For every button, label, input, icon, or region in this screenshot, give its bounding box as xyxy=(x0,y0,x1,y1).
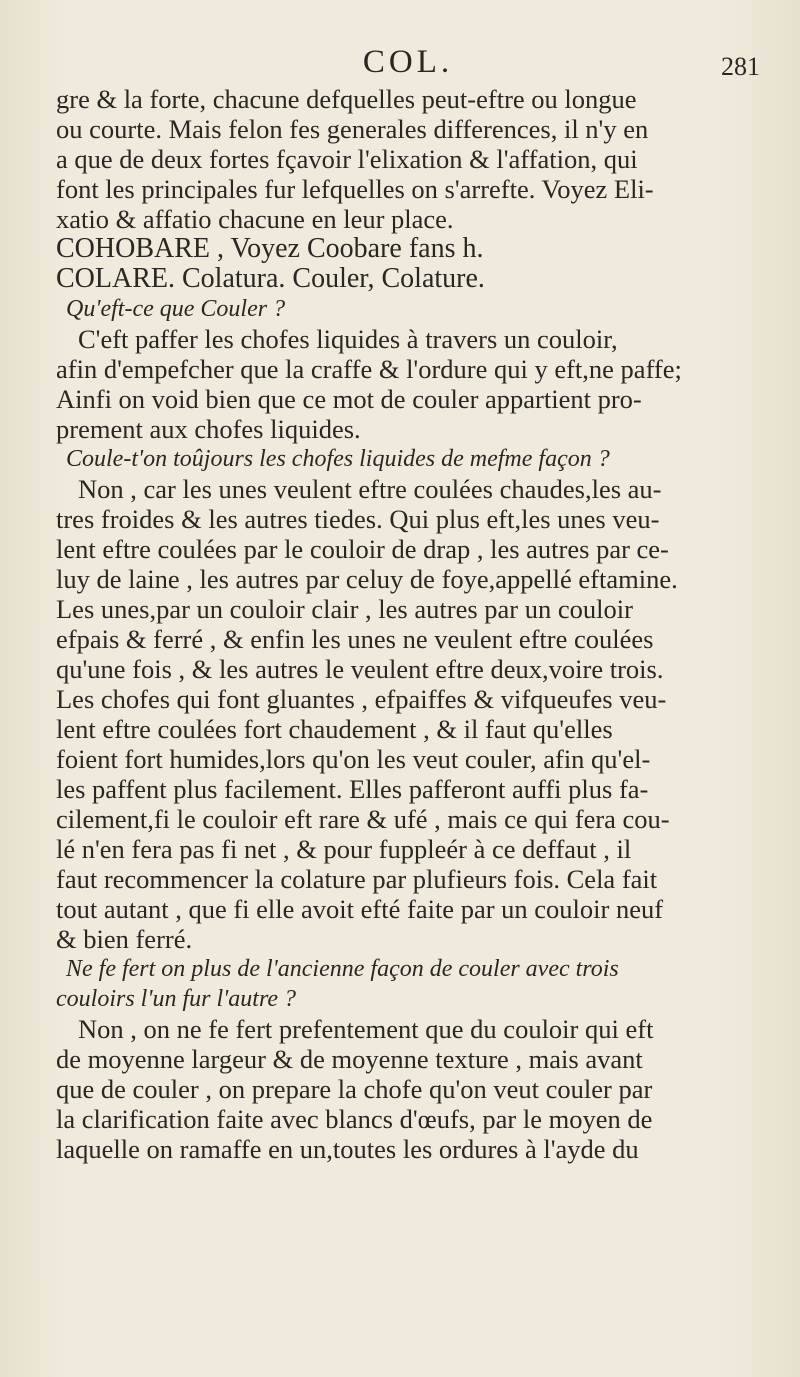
question-couler: Qu'eft-ce que Couler ? xyxy=(66,296,286,322)
text-line: a que de deux fortes fçavoir l'elixation & l'affation, qui xyxy=(56,144,638,174)
answer-facon xyxy=(56,474,760,954)
text-line: de moyenne largeur & de moyenne texture , mais avant xyxy=(56,1044,643,1074)
text-line: gre & la forte, chacune defquelles peut-eftre ou longue xyxy=(56,84,637,114)
text-line: Non , on ne fe fert prefentement que du couloir qui eft xyxy=(78,1014,654,1044)
text-line: tres froides & les autres tiedes. Qui plus eft,les unes veu- xyxy=(56,504,660,534)
text-line: & bien ferré. xyxy=(56,924,193,954)
text-line: afin d'empefcher que la craffe & l'ordure qui y eft,ne paffe; xyxy=(56,354,682,384)
text-line: foient fort humides,lors qu'on les veut couler, afin qu'el- xyxy=(56,744,651,774)
question-ancienne-facon xyxy=(56,954,760,1014)
text-line: faut recommencer la colature par plufieurs fois. Cela fait xyxy=(56,864,658,894)
page-text xyxy=(56,84,760,1164)
text-line: xatio & affatio chacune en leur place. xyxy=(56,204,454,234)
text-line: lent eftre coulées fort chaudement , & il faut qu'elles xyxy=(56,714,613,744)
page-header xyxy=(56,44,760,84)
text-line: Non , car les unes veulent eftre coulées chaudes,les au- xyxy=(78,474,662,504)
text-line: Ne fe fert on plus de l'ancienne façon de couler avec trois xyxy=(66,956,619,982)
text-line: Les unes,par un couloir clair , les autres par un couloir xyxy=(56,594,633,624)
text-line: la clarification faite avec blancs d'œufs, par le moyen de xyxy=(56,1104,653,1134)
entry-colare: COLARE. Colatura. Couler, Colature. xyxy=(56,263,485,294)
text-line: ou courte. Mais felon fes generales differences, il n'y en xyxy=(56,114,649,144)
running-head: COL. xyxy=(362,44,454,80)
paragraph-continuation xyxy=(56,84,760,234)
text-line: prement aux chofes liquides. xyxy=(56,414,361,444)
text-line: lent eftre coulées par le couloir de drap , les autres par ce- xyxy=(56,534,669,564)
text-line: efpais & ferré , & enfin les unes ne veulent eftre coulées xyxy=(56,624,654,654)
text-line: luy de laine , les autres par celuy de foye,appellé eftamine. xyxy=(56,564,678,594)
entry-cohobare: COHOBARE , Voyez Coobare fans h. xyxy=(56,233,484,264)
text-line: couloirs l'un fur l'autre ? xyxy=(56,986,297,1012)
answer-ancienne-facon xyxy=(56,1014,760,1164)
text-line: laquelle on ramaffe en un,toutes les ordures à l'ayde du xyxy=(56,1134,639,1164)
text-line: C'eft paffer les chofes liquides à travers un couloir, xyxy=(78,324,618,354)
text-line: que de couler , on prepare la chofe qu'on veut couler par xyxy=(56,1074,653,1104)
page-number: 281 xyxy=(721,52,760,81)
text-line: tout autant , que fi elle avoit efté faite par un couloir neuf xyxy=(56,894,664,924)
text-line: font les principales fur lefquelles on s'arrefte. Voyez Eli- xyxy=(56,174,654,204)
text-line: Les chofes qui font gluantes , efpaiffes & vifqueufes veu- xyxy=(56,684,667,714)
question-facon: Coule-t'on toûjours les chofes liquides de mefme façon ? xyxy=(66,446,610,472)
text-line: cilement,fi le couloir eft rare & ufé , mais ce qui fera cou- xyxy=(56,804,670,834)
text-line: Ainfi on void bien que ce mot de couler appartient pro- xyxy=(56,384,642,414)
text-line: lé n'en fera pas fi net , & pour fuppleér à ce deffaut , il xyxy=(56,834,632,864)
text-line: qu'une fois , & les autres le veulent eftre deux,voire trois. xyxy=(56,654,664,684)
text-line: les paffent plus facilement. Elles pafferont auffi plus fa- xyxy=(56,774,649,804)
answer-couler xyxy=(56,324,760,444)
